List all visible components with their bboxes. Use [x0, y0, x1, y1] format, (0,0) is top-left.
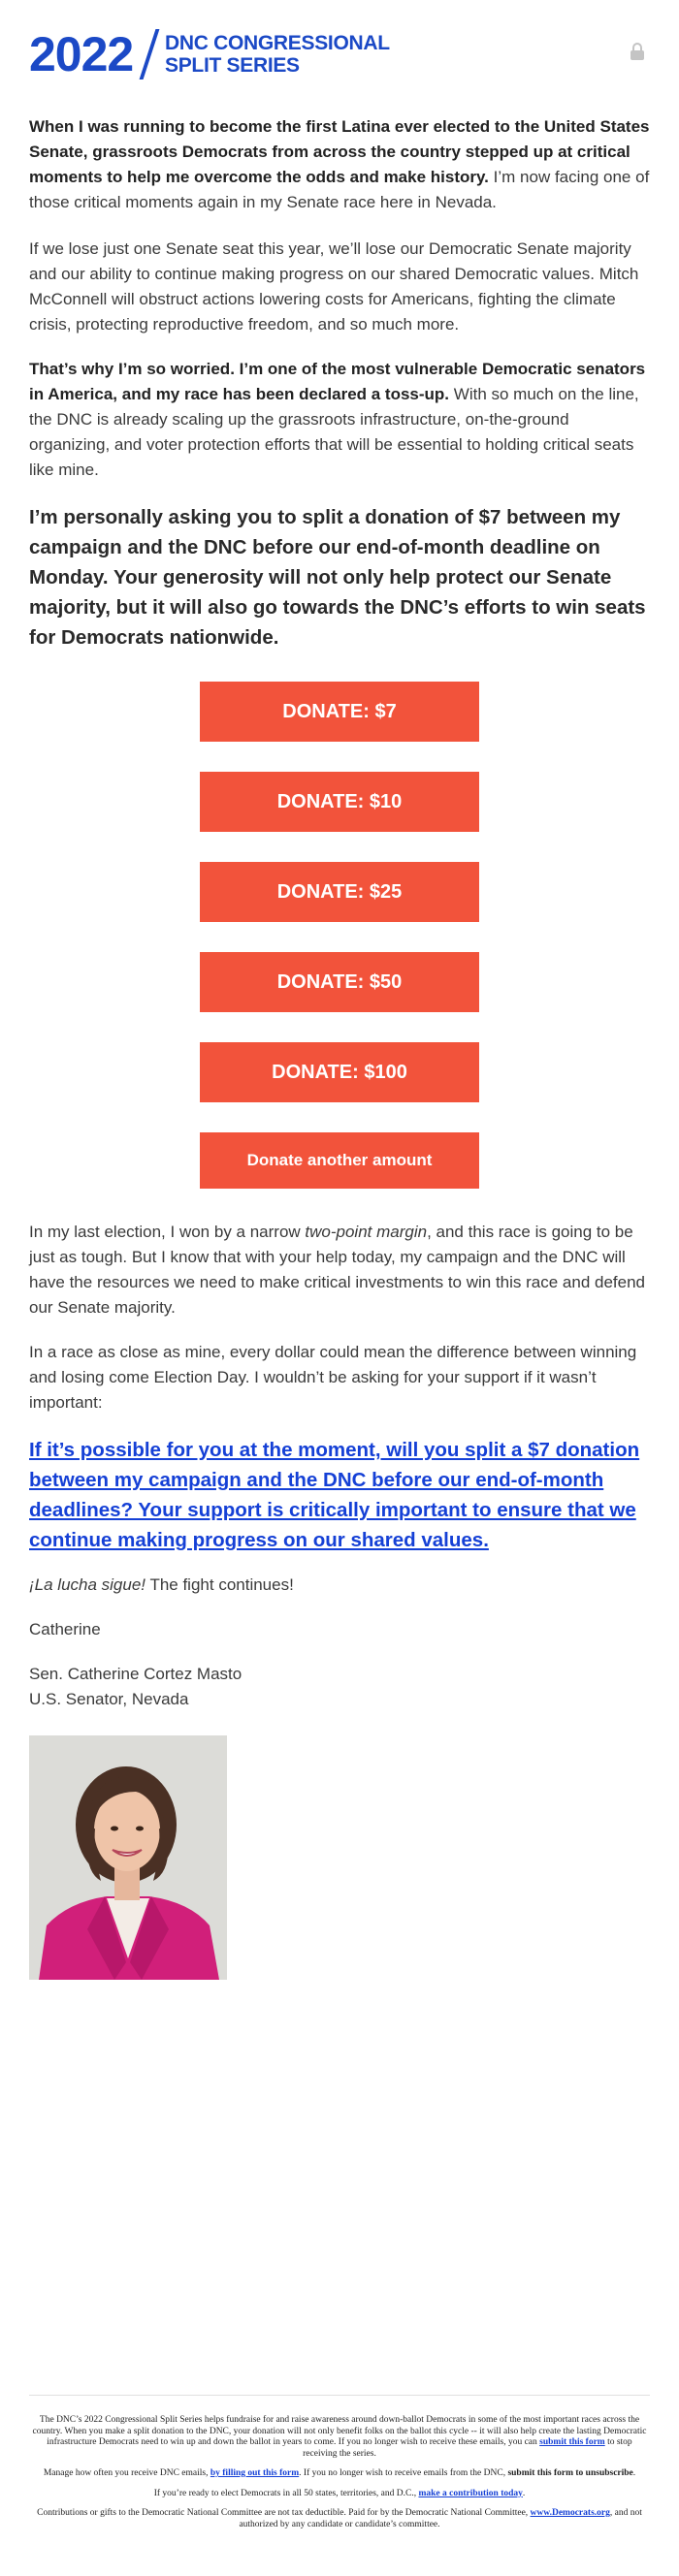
manage-text-end: . [632, 2468, 636, 2478]
email-body [29, 114, 650, 1980]
manage-text: Manage how often you receive DNC emails, [43, 2468, 210, 2478]
la-lucha-rest: The fight continues! [146, 1575, 294, 1594]
paragraph-la-lucha [29, 1573, 650, 1598]
contribute-text-end: . [522, 2488, 526, 2498]
portrait-illustration [29, 1735, 227, 1980]
donate-other-amount-button[interactable]: Donate another amount [200, 1132, 479, 1189]
contribute-text: If you’re ready to elect Democrats in all 50 states, territories, and D.C., [153, 2488, 419, 2498]
footer-series-text-end: to stop receiving the series. [303, 2437, 632, 2459]
last-election-a: In my last election, I won by a narrow [29, 1223, 306, 1241]
la-lucha-italic: ¡La lucha sigue! [29, 1575, 146, 1594]
footer-disclaimer [29, 2508, 650, 2530]
donate-7-button[interactable]: DONATE: $7 [200, 682, 479, 742]
footer-contribute [29, 2489, 650, 2500]
donate-25-button[interactable]: DONATE: $25 [200, 862, 479, 922]
last-election-b: , and this race is going to be just as tough. But I know that with your help today, my campaign and the DNC will have the resources we need to make critical investments to win this race and defend our Senate majority. [29, 1223, 646, 1317]
worried-bold: That’s why I’m so worried. I’m one of the most vulnerable Democratic senators in America, and my race has been declared a toss-up. [29, 360, 646, 403]
paragraph-intro [29, 114, 650, 215]
header-year: 2022 [29, 27, 134, 81]
disclaimer-text-end: , and not authorized by any candidate or candidate’s committee. [239, 2508, 642, 2529]
signature-title: U.S. Senator, Nevada [29, 1690, 189, 1708]
unsubscribe-link[interactable]: submit this form to unsubscribe [507, 2468, 633, 2478]
paragraph-worried [29, 357, 650, 483]
intro-bold: When I was running to become the first Latina ever elected to the United States Senate, grassroots Democrats from across the country stepped up at critical moments to help me overcome the odds and make history. [29, 117, 650, 186]
paragraph-senate-seat: If we lose just one Senate seat this year, we’ll lose our Democratic Senate majority and our ability to continue making progress on our shared Democratic values. Mitch McConnell will obstruct actions lowering costs for Americans, fighting the climate crisis, protecting reproductive freedom, and so much more. [29, 239, 639, 334]
email-footer [29, 2395, 650, 2539]
worried-rest: With so much on the line, the DNC is already scaling up the grassroots infrastructure, on-the-ground organizing, and voter protection efforts that will be essential to holding critical seats like mine. [29, 385, 639, 479]
footer-series-info [29, 2415, 650, 2460]
submit-form-link[interactable]: submit this form [539, 2437, 605, 2447]
democrats-org-link[interactable]: www.Democrats.org [530, 2508, 610, 2518]
donate-100-button[interactable]: DONATE: $100 [200, 1042, 479, 1102]
paragraph-close-race: In a race as close as mine, every dollar could mean the difference between winning and losing come Election Day. I wouldn’t be asking for your support if it wasn’t important: [29, 1343, 637, 1412]
contribution-link[interactable]: make a contribution today [418, 2488, 523, 2498]
series-line-2: SPLIT SERIES [165, 54, 300, 77]
donate-50-button[interactable]: DONATE: $50 [200, 952, 479, 1012]
series-line-1: DNC CONGRESSIONAL [165, 32, 390, 54]
paragraph-ask: I’m personally asking you to split a donation of $7 between my campaign and the DNC before our end-of-month deadline on Monday. Your generosity will not only help protect our Senate majority, but it will also go towards the DNC’s efforts to win seats for Democrats nationwide. [29, 506, 646, 649]
footer-series-text: The DNC’s 2022 Congressional Split Series helps fundraise for and raise awareness around down-ballot Democrats in some of the most important races across the country. When you make a split donation to the DNC, your donation will not only benefit folks on the ballot this cycle -- it will also help create the lasting Democratic infrastructure Democrats need to win up and down the ballot in years to come. If you no longer wish to receive these emails, you can [32, 2415, 647, 2447]
signature [29, 1662, 650, 1712]
lock-icon [630, 43, 644, 60]
donate-10-button[interactable]: DONATE: $10 [200, 772, 479, 832]
manage-emails-link[interactable]: by filling out this form [210, 2468, 300, 2478]
email-header [29, 29, 650, 80]
last-election-italic: two-point margin [305, 1223, 428, 1241]
paragraph-last-election [29, 1220, 650, 1320]
signature-name: Sen. Catherine Cortez Masto [29, 1665, 242, 1683]
disclaimer-text: Contributions or gifts to the Democratic National Committee are not tax deductible. Paid for by the Democratic National Committee, [37, 2508, 531, 2518]
header-series-title [165, 32, 390, 77]
signoff: Catherine [29, 1620, 101, 1638]
split-donation-link[interactable]: If it’s possible for you at the moment, will you split a $7 donation between my campaign and the DNC before our end-of-month deadlines? Your support is critically important to ensure that we continue making progress on our shared values. [29, 1439, 640, 1551]
header-slash [140, 29, 160, 80]
manage-text-mid: . If you no longer wish to receive emails from the DNC, [299, 2468, 508, 2478]
footer-manage-emails [29, 2468, 650, 2480]
intro-rest: I’m now facing one of those critical moments again in my Senate race here in Nevada. [29, 168, 650, 211]
donate-buttons [29, 682, 650, 1189]
senator-photo [29, 1735, 227, 1980]
